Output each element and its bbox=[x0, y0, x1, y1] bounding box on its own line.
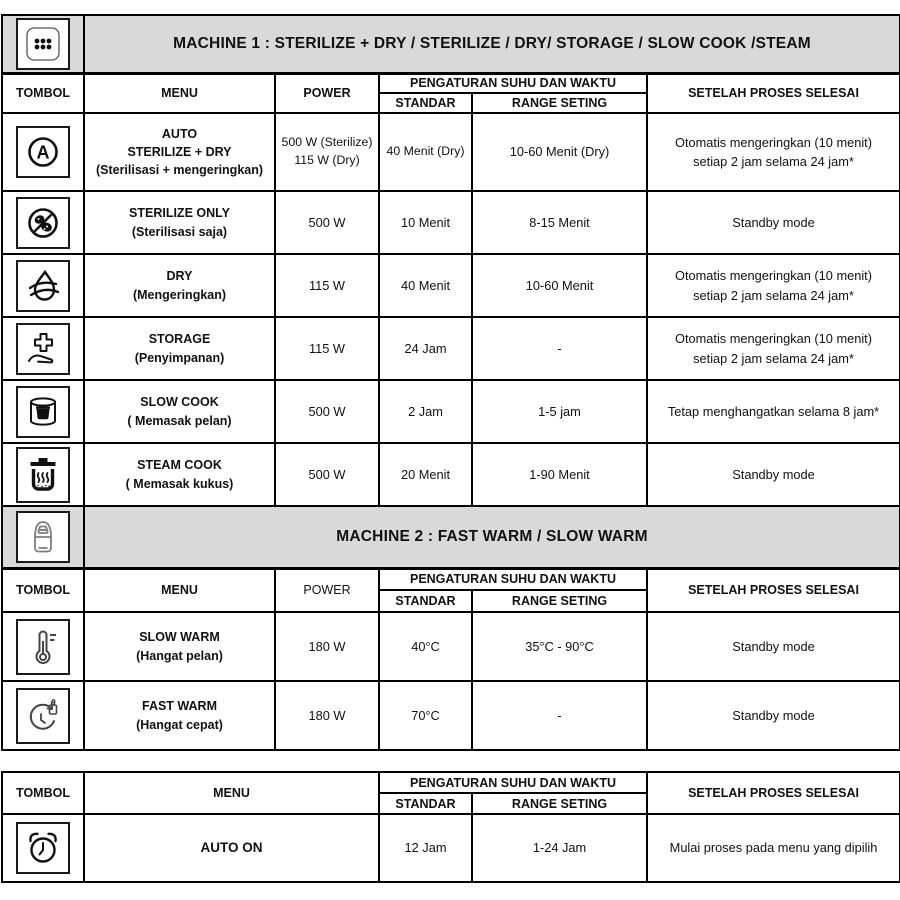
standar-cell: 40 Menit (Dry) bbox=[379, 113, 472, 191]
after-cell: Mulai proses pada menu yang dipilih bbox=[647, 814, 900, 882]
machine1-title: MACHINE 1 : STERILIZE + DRY / STERILIZE / DRY/ STORAGE / SLOW COOK /STEAM bbox=[84, 15, 900, 73]
header-standar: STANDAR bbox=[379, 590, 472, 612]
power-cell: 180 W bbox=[275, 612, 379, 681]
after-cell: Standby mode bbox=[647, 191, 900, 254]
header-group: PENGATURAN SUHU DAN WAKTU bbox=[379, 568, 647, 590]
menu-cell: STEAM COOK ( Memasak kukus) bbox=[84, 443, 275, 506]
range-cell: 1-5 jam bbox=[472, 380, 647, 443]
menu-cell: AUTO ON bbox=[84, 814, 379, 882]
table-row-dry bbox=[2, 254, 900, 317]
table-gap bbox=[1, 751, 900, 771]
table-row-auto-on bbox=[2, 814, 900, 882]
table-row-auto bbox=[2, 113, 900, 191]
header-power: POWER bbox=[275, 568, 379, 612]
header-after: SETELAH PROSES SELESAI bbox=[647, 568, 900, 612]
standar-cell: 24 Jam bbox=[379, 317, 472, 380]
range-cell: 10-60 Menit bbox=[472, 254, 647, 317]
standar-cell: 12 Jam bbox=[379, 814, 472, 882]
thermometer-icon bbox=[16, 619, 70, 675]
header-group: PENGATURAN SUHU DAN WAKTU bbox=[379, 73, 647, 93]
header-after: SETELAH PROSES SELESAI bbox=[647, 73, 900, 113]
range-cell: - bbox=[472, 681, 647, 750]
after-cell: Otomatis mengeringkan (10 menit) setiap 2 jam selama 24 jam* bbox=[647, 113, 900, 191]
standar-cell: 10 Menit bbox=[379, 191, 472, 254]
machine2-band-icon-cell bbox=[2, 506, 84, 568]
machine2-header-row bbox=[2, 568, 900, 590]
table-row-slow-cook bbox=[2, 380, 900, 443]
no-germs-icon bbox=[16, 197, 70, 249]
menu-cell: DRY (Mengeringkan) bbox=[84, 254, 275, 317]
auto-on-table bbox=[1, 771, 900, 883]
slow-cooker-icon bbox=[16, 386, 70, 438]
power-cell: 500 W bbox=[275, 191, 379, 254]
header-range: RANGE SETING bbox=[472, 93, 647, 113]
standar-cell: 70°C bbox=[379, 681, 472, 750]
table-row-steam-cook bbox=[2, 443, 900, 506]
machine1-band bbox=[2, 15, 900, 73]
power-cell: 500 W bbox=[275, 443, 379, 506]
menu-cell: STERILIZE ONLY (Sterilisasi saja) bbox=[84, 191, 275, 254]
standar-cell: 20 Menit bbox=[379, 443, 472, 506]
after-cell: Otomatis mengeringkan (10 menit) setiap 2 jam selama 24 jam* bbox=[647, 254, 900, 317]
range-cell: - bbox=[472, 317, 647, 380]
after-cell: Standby mode bbox=[647, 612, 900, 681]
range-cell: 35°C - 90°C bbox=[472, 612, 647, 681]
header-menu: MENU bbox=[84, 73, 275, 113]
header-menu: MENU bbox=[84, 568, 275, 612]
standar-cell: 40°C bbox=[379, 612, 472, 681]
steam-pot-icon bbox=[16, 447, 70, 503]
range-cell: 8-15 Menit bbox=[472, 191, 647, 254]
machine1-header-row bbox=[2, 73, 900, 93]
power-cell: 115 W bbox=[275, 317, 379, 380]
menu-cell: STORAGE (Penyimpanan) bbox=[84, 317, 275, 380]
baby-bottle-icon bbox=[16, 511, 70, 563]
header-tombol: TOMBOL bbox=[2, 568, 84, 612]
svg-text:A: A bbox=[36, 142, 50, 163]
header-menu: MENU bbox=[84, 772, 379, 814]
auto-on-header-row bbox=[2, 772, 900, 793]
after-cell: Standby mode bbox=[647, 681, 900, 750]
menu-cell: SLOW WARM (Hangat pelan) bbox=[84, 612, 275, 681]
header-range: RANGE SETING bbox=[472, 793, 647, 814]
after-cell: Standby mode bbox=[647, 443, 900, 506]
header-standar: STANDAR bbox=[379, 793, 472, 814]
range-cell: 1-90 Menit bbox=[472, 443, 647, 506]
auto-a-icon bbox=[16, 126, 70, 178]
header-tombol: TOMBOL bbox=[2, 772, 84, 814]
power-cell: 180 W bbox=[275, 681, 379, 750]
header-standar: STANDAR bbox=[379, 93, 472, 113]
menu-cell: SLOW COOK ( Memasak pelan) bbox=[84, 380, 275, 443]
header-range: RANGE SETING bbox=[472, 590, 647, 612]
after-cell: Tetap menghangatkan selama 8 jam* bbox=[647, 380, 900, 443]
after-cell: Otomatis mengeringkan (10 menit) setiap 2 jam selama 24 jam* bbox=[647, 317, 900, 380]
power-cell: 500 W (Sterilize) 115 W (Dry) bbox=[275, 113, 379, 191]
range-cell: 10-60 Menit (Dry) bbox=[472, 113, 647, 191]
header-group: PENGATURAN SUHU DAN WAKTU bbox=[379, 772, 647, 793]
machine2-band bbox=[2, 506, 900, 568]
machine1-band-icon-cell bbox=[2, 15, 84, 73]
menu-cell: FAST WARM (Hangat cepat) bbox=[84, 681, 275, 750]
table-row-slow-warm bbox=[2, 612, 900, 681]
machine2-table bbox=[1, 505, 900, 751]
table-row-fast-warm bbox=[2, 681, 900, 750]
table-row-sterilize-only bbox=[2, 191, 900, 254]
menu-cell: AUTO STERILIZE + DRY (Sterilisasi + mengeringkan) bbox=[84, 113, 275, 191]
table-row-storage bbox=[2, 317, 900, 380]
header-after: SETELAH PROSES SELESAI bbox=[647, 772, 900, 814]
header-tombol: TOMBOL bbox=[2, 73, 84, 113]
range-cell: 1-24 Jam bbox=[472, 814, 647, 882]
standar-cell: 2 Jam bbox=[379, 380, 472, 443]
six-dots-button-icon bbox=[16, 18, 70, 70]
power-cell: 115 W bbox=[275, 254, 379, 317]
header-power: POWER bbox=[275, 73, 379, 113]
power-cell: 500 W bbox=[275, 380, 379, 443]
standar-cell: 40 Menit bbox=[379, 254, 472, 317]
machine2-title: MACHINE 2 : FAST WARM / SLOW WARM bbox=[84, 506, 900, 568]
machine1-table bbox=[1, 14, 900, 507]
hand-plus-icon bbox=[16, 323, 70, 375]
alarm-clock-icon bbox=[16, 822, 70, 874]
fast-warm-bottle-icon bbox=[16, 688, 70, 744]
dry-drop-icon bbox=[16, 260, 70, 312]
